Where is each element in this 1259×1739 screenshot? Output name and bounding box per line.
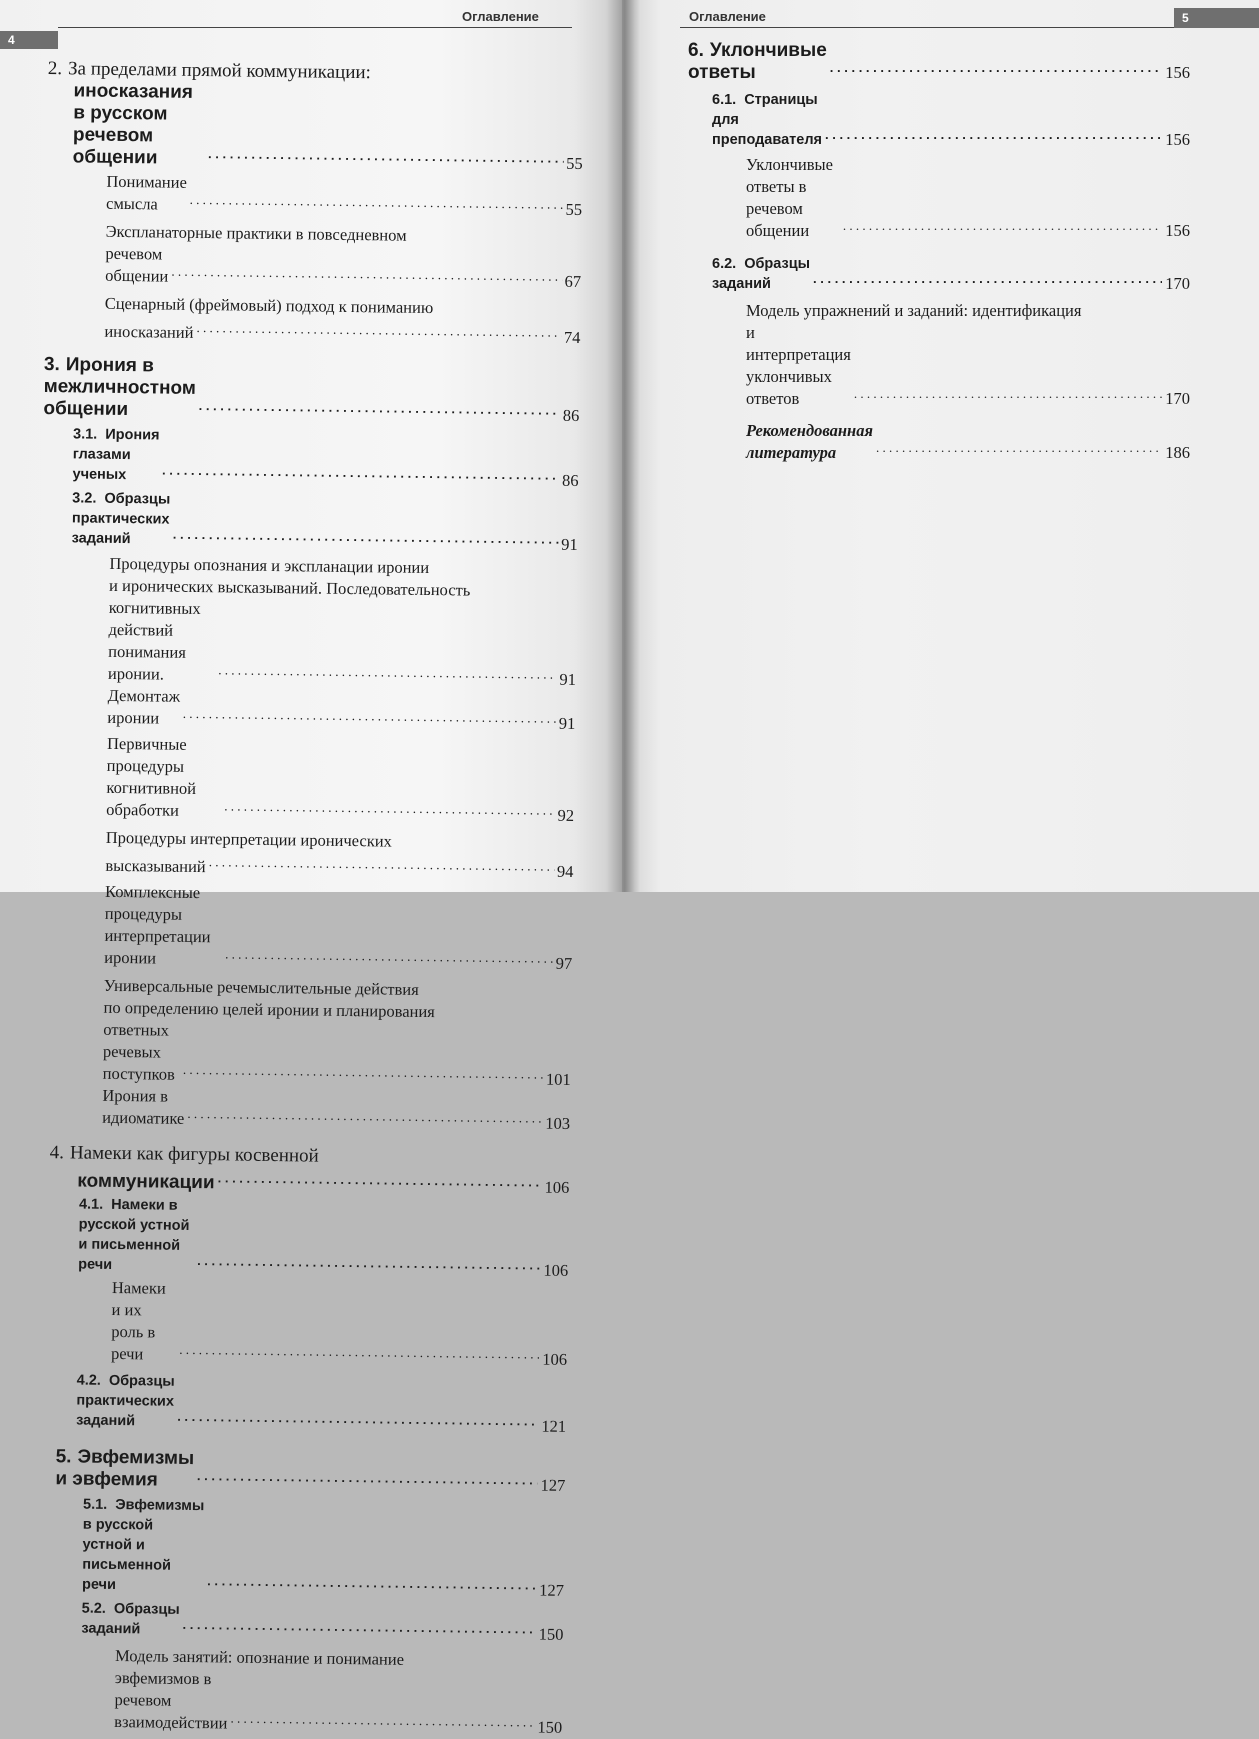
toc-item-text: Ирония в идиоматике — [102, 1085, 185, 1128]
toc-leader-dots — [224, 794, 555, 821]
toc-literature[interactable] — [688, 420, 1190, 464]
toc-leader-dots — [173, 525, 559, 550]
chapter-title-line2: иносказания в русском речевом общении — [72, 80, 194, 169]
section-number: 5.1. — [82, 1496, 108, 1513]
toc-leader-dots — [207, 1571, 536, 1595]
left-toc — [26, 58, 584, 1739]
chapter-number: 5. — [55, 1446, 72, 1468]
toc-chapter-4[interactable] — [33, 1142, 570, 1199]
toc-item-line1: Процедуры интерпретации иронических — [105, 827, 393, 851]
right-running-head: Оглавление — [689, 9, 766, 24]
toc-item[interactable] — [35, 974, 572, 1091]
toc-page-number: 106 — [543, 1260, 569, 1280]
toc-page-number: 92 — [557, 805, 575, 825]
toc-item-line1: Экспланаторные практики в повседневном — [105, 221, 407, 245]
toc-leader-dots — [177, 1407, 538, 1432]
toc-item-line2: по определению целей иронии и планирования — [103, 997, 435, 1022]
toc-item-line2: высказываний — [105, 855, 206, 877]
toc-page-number: 156 — [1165, 130, 1190, 149]
toc-leader-dots — [843, 214, 1162, 237]
toc-page-number: 86 — [561, 470, 579, 490]
toc-item[interactable] — [36, 880, 573, 975]
toc-leader-dots — [830, 56, 1162, 79]
section-title: Образцы практических заданий — [71, 490, 171, 548]
toc-item-text: Демонтаж иронии — [107, 685, 181, 728]
toc-page-number: 170 — [1165, 389, 1190, 408]
toc-leader-dots — [182, 1615, 535, 1640]
toc-item[interactable] — [40, 552, 578, 691]
toc-section[interactable] — [28, 1494, 565, 1601]
toc-item-line2: и интерпретация уклончивых ответов — [746, 323, 851, 408]
toc-page-number: 97 — [555, 953, 573, 973]
section-number: 4.2. — [76, 1372, 101, 1389]
toc-item-text: Понимание смысла — [105, 171, 187, 214]
toc-leader-dots — [197, 1464, 538, 1491]
toc-item[interactable] — [688, 300, 1190, 410]
left-head-rule — [58, 27, 572, 28]
toc-leader-dots — [199, 394, 561, 422]
toc-item-text: Уклончивые ответы в речевом общении — [746, 155, 833, 240]
toc-section[interactable] — [688, 254, 1190, 294]
toc-item-line1: Сценарный (фреймовый) подход к пониманию — [104, 293, 434, 318]
toc-page-number: 86 — [562, 405, 580, 425]
toc-page-number: 91 — [559, 669, 577, 689]
toc-section[interactable] — [32, 1194, 569, 1281]
toc-item[interactable] — [38, 732, 575, 827]
toc-page-number: 55 — [565, 199, 583, 220]
toc-item-line2: иносказаний — [104, 321, 194, 342]
toc-page-number: 74 — [563, 327, 581, 347]
chapter-title: Эвфемизмы и эвфемия — [55, 1446, 195, 1491]
toc-page-number: 156 — [1165, 221, 1190, 240]
book-gutter — [606, 0, 640, 892]
toc-item-line1: Модель занятий: опознание и понимание — [114, 1646, 405, 1669]
toc-page-number: 91 — [558, 713, 576, 733]
section-number: 4.1. — [78, 1196, 104, 1213]
toc-section[interactable] — [42, 488, 579, 555]
toc-leader-dots — [197, 1251, 541, 1275]
toc-leader-dots — [183, 702, 556, 730]
section-title: Страницы для преподавателя — [712, 92, 822, 148]
toc-item[interactable] — [45, 220, 582, 293]
toc-item[interactable] — [688, 154, 1190, 242]
toc-item-line2: эвфемизмов в речевом взаимодействии — [114, 1668, 228, 1733]
toc-leader-dots — [189, 188, 562, 216]
toc-item[interactable] — [46, 170, 583, 221]
section-title: Эвфемизмы в русской устной и письменной речи — [81, 1497, 205, 1594]
toc-page-number: 121 — [541, 1416, 567, 1436]
chapter-title-line2: коммуникации — [77, 1170, 215, 1194]
toc-chapter-3[interactable] — [43, 354, 580, 427]
toc-item-text: Комплексные процедуры интерпретации иронии — [104, 881, 211, 968]
toc-leader-dots — [183, 1058, 543, 1086]
chapter-title: Уклончивые ответы — [688, 40, 827, 83]
toc-leader-dots — [218, 658, 556, 685]
toc-page-number: 170 — [1165, 274, 1190, 293]
toc-page-number: 55 — [566, 153, 583, 174]
chapter-number: 2. — [47, 58, 63, 80]
toc-leader-dots — [854, 382, 1162, 405]
toc-leader-dots — [825, 125, 1162, 145]
section-title: Ирония глазами ученых — [72, 426, 160, 484]
toc-item-line2: и иронических высказываний. Последовательность — [108, 575, 471, 600]
chapter-number: 6. — [688, 40, 704, 61]
chapter-title: Ирония в межличностном общении — [43, 354, 197, 421]
section-title: Образцы практических заданий — [76, 1372, 175, 1430]
section-number: 3.1. — [72, 426, 98, 443]
toc-item[interactable] — [31, 1276, 568, 1371]
toc-item-line3: когнитивных действий понимания иронии. — [107, 597, 201, 684]
chapter-title-line1: За пределами прямой коммуникации: — [67, 58, 372, 84]
toc-item-line1: Универсальные речемыслительные действия — [103, 975, 419, 999]
toc-leader-dots — [187, 1102, 542, 1130]
toc-leader-dots — [230, 1707, 534, 1734]
toc-page-number: 94 — [556, 861, 574, 881]
section-number: 3.2. — [72, 490, 97, 507]
toc-page-number: 101 — [545, 1069, 571, 1089]
section-title: Образцы заданий — [81, 1600, 180, 1638]
left-running-head: Оглавление — [462, 9, 539, 24]
toc-item[interactable] — [26, 1644, 563, 1739]
toc-page-number: 106 — [542, 1349, 568, 1369]
toc-leader-dots — [218, 1166, 542, 1193]
toc-item[interactable] — [39, 684, 576, 735]
toc-page-number: 127 — [539, 1580, 565, 1600]
toc-page-number: 67 — [564, 271, 582, 291]
toc-leader-dots — [208, 142, 563, 170]
literature-title: Рекомендованная литература — [746, 421, 873, 462]
toc-page-number: 156 — [1165, 63, 1190, 82]
section-title: Образцы заданий — [712, 256, 811, 292]
toc-page-number: 106 — [544, 1177, 570, 1197]
toc-item-line1: Модель упражнений и заданий: идентификация — [746, 301, 1082, 320]
section-number: 5.2. — [81, 1600, 106, 1617]
toc-leader-dots — [171, 260, 562, 288]
right-toc — [688, 40, 1190, 464]
right-page-number: 5 — [1174, 8, 1259, 28]
chapter-title-line1: Намеки как фигуры косвенной — [69, 1142, 319, 1167]
toc-leader-dots — [209, 850, 554, 878]
toc-item[interactable] — [34, 1084, 571, 1135]
toc-page-number: 127 — [540, 1475, 566, 1495]
toc-page-number: 186 — [1165, 443, 1190, 462]
toc-chapter-6[interactable] — [688, 40, 1190, 84]
toc-page-number: 91 — [561, 534, 578, 554]
toc-section[interactable] — [30, 1370, 567, 1437]
toc-section[interactable] — [688, 90, 1190, 150]
toc-page-number: 150 — [537, 1717, 563, 1737]
toc-leader-dots — [876, 436, 1162, 459]
left-page-number: 4 — [0, 31, 58, 49]
toc-section[interactable] — [42, 424, 579, 491]
section-number: 6.1. — [712, 92, 737, 108]
section-number: 6.2. — [712, 256, 737, 272]
toc-section[interactable] — [27, 1598, 563, 1645]
toc-leader-dots — [225, 942, 553, 969]
toc-item-text: Первичные процедуры когнитивной обработки — [106, 733, 197, 820]
toc-leader-dots — [196, 316, 561, 344]
toc-item-text: Намеки и их роль в речи — [110, 1277, 166, 1364]
right-head-rule — [680, 27, 1174, 28]
toc-item-line3: ответных речевых поступков — [102, 1019, 175, 1084]
toc-item[interactable] — [44, 292, 581, 349]
toc-leader-dots — [179, 1338, 539, 1366]
chapter-number: 4. — [49, 1142, 65, 1164]
toc-chapter-5[interactable] — [29, 1446, 566, 1497]
toc-leader-dots — [162, 461, 559, 486]
toc-chapter-2[interactable] — [47, 58, 584, 175]
toc-item[interactable] — [37, 826, 574, 883]
section-title: Намеки в русской устной и письменной речи — [78, 1196, 190, 1273]
chapter-number: 3. — [43, 353, 60, 376]
toc-item-line1: Процедуры опознания и экспланации иронии — [109, 553, 430, 578]
toc-leader-dots — [813, 269, 1162, 289]
toc-page-number: 103 — [545, 1113, 571, 1133]
toc-item-line2: речевом общении — [105, 243, 169, 286]
toc-page-number: 150 — [538, 1624, 564, 1644]
